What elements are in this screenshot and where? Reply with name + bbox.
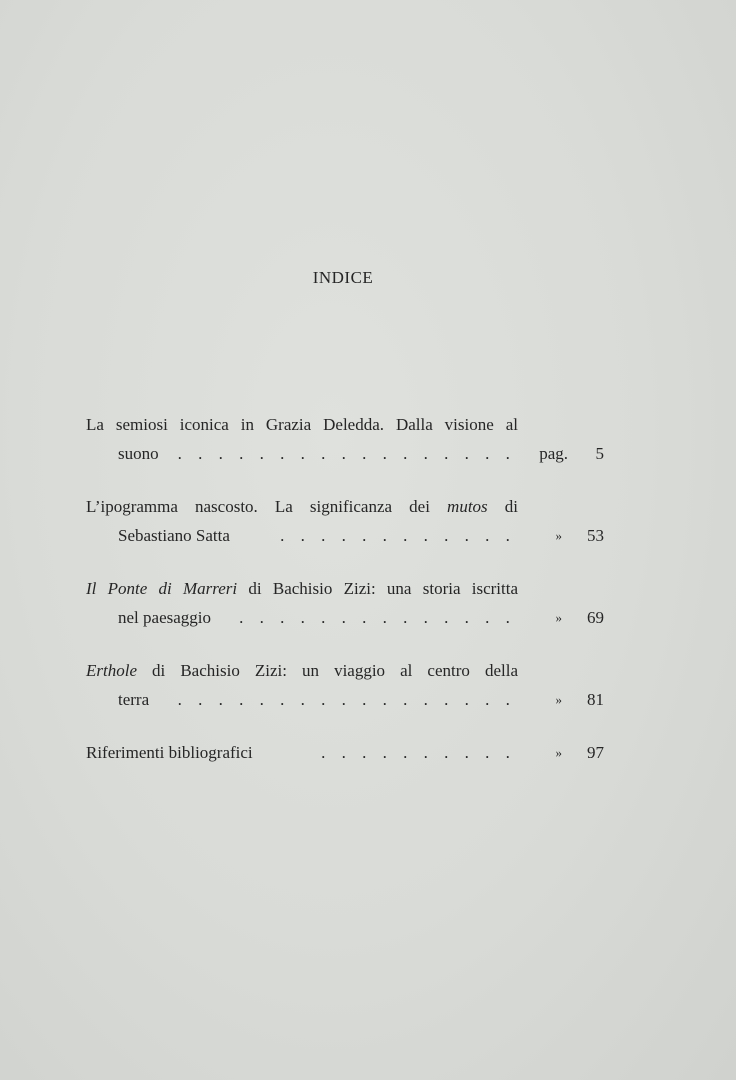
page-number: 5: [595, 444, 604, 463]
page-number: 97: [587, 743, 604, 762]
italic-title: Il Ponte di Marreri: [86, 579, 238, 598]
dot-leader: . . . . . . . . . . . .: [280, 526, 510, 545]
dot-leader: . . . . . . . . . . . . . . . . .: [177, 690, 510, 709]
toc-entry-title-line1: Riferimenti bibliografici . . . . . . . . . . » 97: [86, 738, 606, 767]
toc-entry[interactable]: [86, 410, 606, 468]
page-number: 81: [587, 690, 604, 709]
page-prefix: »: [555, 745, 562, 760]
toc-entry-title-end: terra: [118, 690, 150, 709]
toc-entry-title-end: Sebastiano Satta: [118, 526, 230, 545]
page-number: 53: [587, 526, 604, 545]
italic-title: Erthole: [86, 661, 137, 680]
page-number: 69: [587, 608, 604, 627]
toc-entry-title-line1: Erthole di Bachisio Zizi: un viaggio al centro della: [86, 661, 518, 680]
toc-entry[interactable]: [86, 492, 606, 550]
toc-entry-title-line2: [86, 521, 606, 550]
table-of-contents: [86, 410, 606, 791]
dot-leader: . . . . . . . . . . . . . . . . .: [177, 444, 510, 463]
toc-entry-title-line2: [86, 685, 606, 714]
toc-entry-title-line1: La semiosi iconica in Grazia Deledda. Dalla visione al: [86, 415, 518, 434]
italic-term: mutos: [447, 497, 488, 516]
dot-leader: . . . . . . . . . .: [321, 743, 510, 762]
toc-entry[interactable]: [86, 738, 606, 767]
page-prefix: »: [555, 528, 562, 543]
page-prefix: »: [555, 610, 562, 625]
toc-entry-title-line2: [86, 603, 606, 632]
toc-entry-title-line2: [86, 439, 606, 468]
toc-entry-title-end: suono: [118, 444, 159, 463]
toc-entry[interactable]: [86, 574, 606, 632]
toc-entry-title-end: nel paesaggio: [118, 608, 211, 627]
toc-entry-title-line1: Il Ponte di Marreri di Bachisio Zizi: una storia iscritta: [86, 579, 518, 598]
page-prefix: pag.: [539, 444, 568, 463]
page-prefix: »: [555, 692, 562, 707]
toc-entry[interactable]: [86, 656, 606, 714]
page-title: INDICE: [312, 268, 374, 287]
dot-leader: . . . . . . . . . . . . . .: [239, 608, 510, 627]
toc-entry-title-line1: L’ipogramma nascosto. La significanza dei mutos di: [86, 497, 518, 516]
